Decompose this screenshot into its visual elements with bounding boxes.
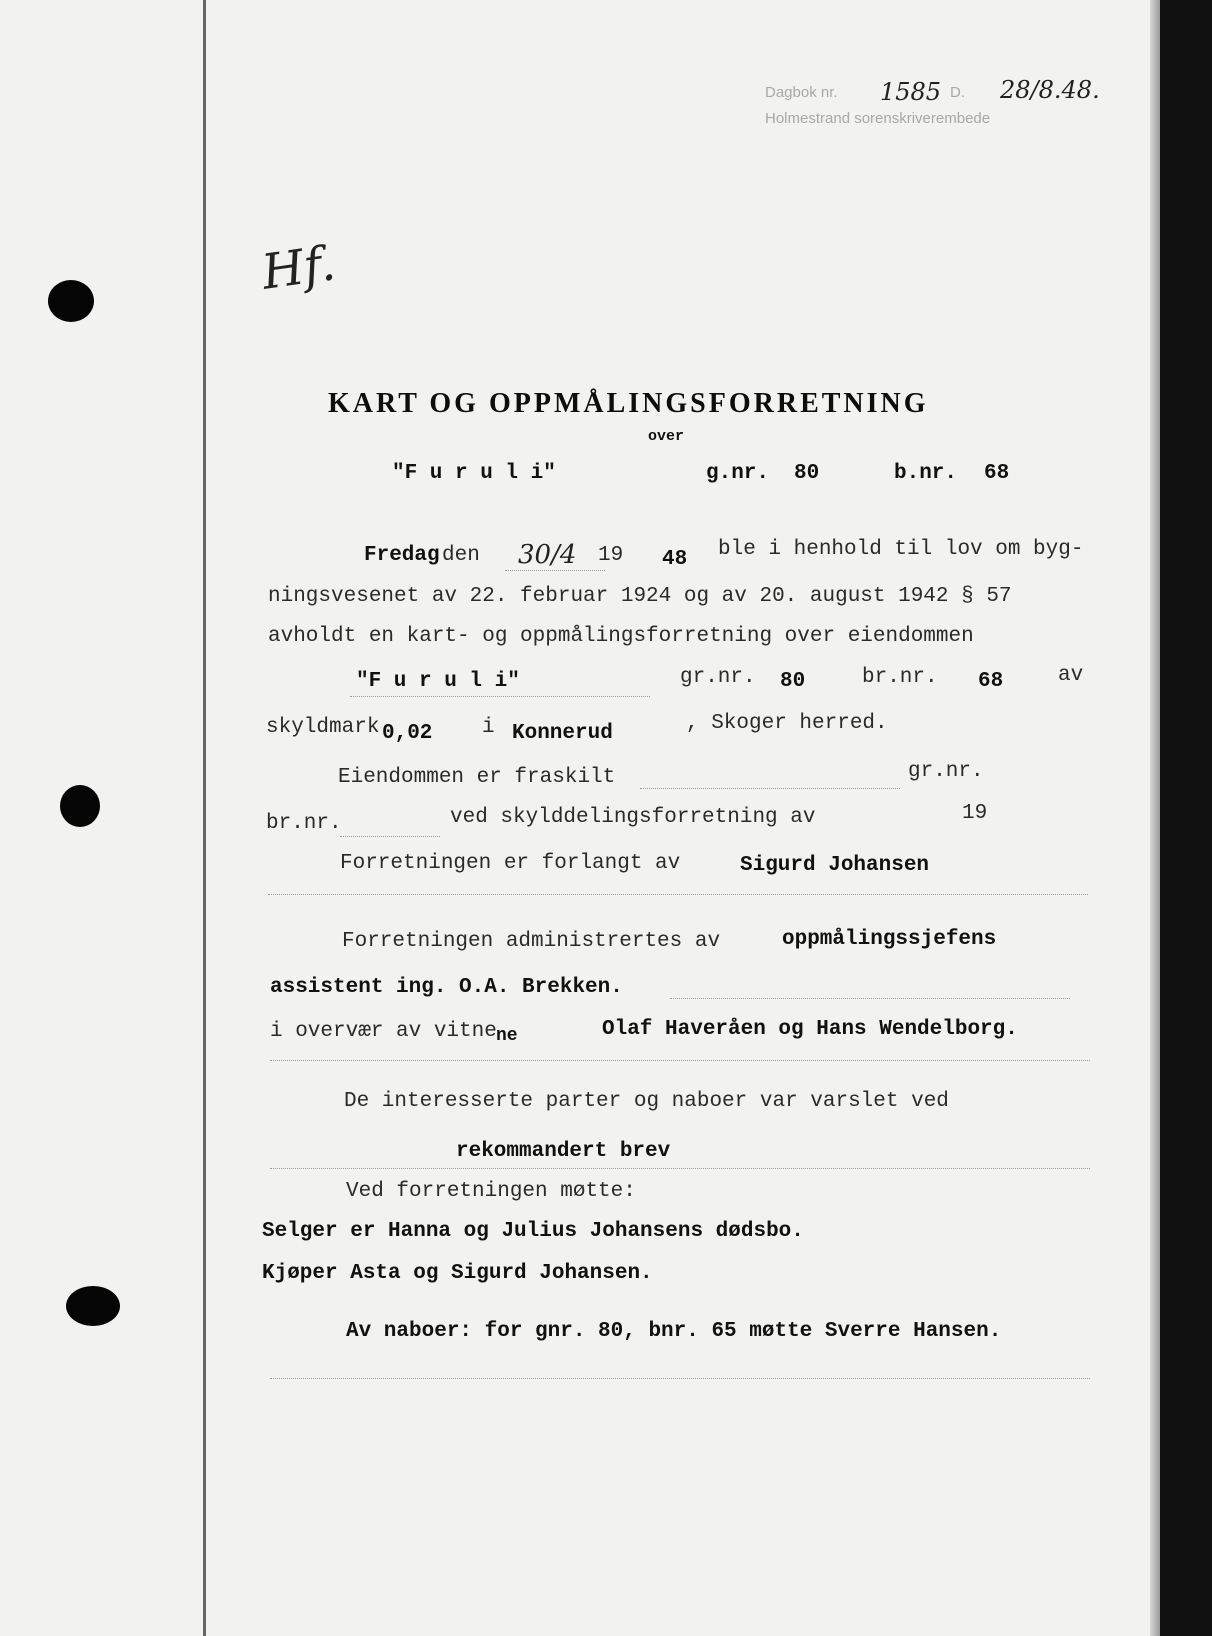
body-grnr-value: 80	[780, 670, 806, 693]
header-bnr-label: b.nr.	[894, 462, 958, 485]
admin-label: Forretningen administrertes av	[342, 930, 721, 953]
body-property-name: "F u r u l i"	[356, 670, 520, 693]
body-grnr-label: gr.nr.	[680, 666, 756, 689]
place-name: Konnerud	[512, 722, 613, 745]
line1-rest: ble i henhold til lov om byg-	[718, 538, 1084, 561]
fraskilt-brnr-label: br.nr.	[266, 812, 342, 835]
header-gnr-label: g.nr.	[706, 462, 770, 485]
forlangt-label: Forretningen er forlangt av	[340, 852, 681, 875]
kjoper-line: Kjøper Asta og Sigurd Johansen.	[262, 1262, 653, 1285]
handwritten-initials: Hf.	[258, 235, 339, 301]
journal-number: 1585	[880, 78, 942, 106]
naboer-line: Av naboer: for gnr. 80, bnr. 65 møtte Sverre Hansen.	[346, 1320, 1002, 1343]
herred: , Skoger herred.	[686, 712, 888, 735]
varslet-value: rekommandert brev	[456, 1140, 671, 1163]
fraskilt-label: Eiendommen er fraskilt	[338, 766, 616, 789]
fraskilt-grnr-label: gr.nr.	[908, 760, 984, 783]
vitner-label: i overvær av vitne	[270, 1020, 497, 1043]
forlangt-value: Sigurd Johansen	[740, 854, 930, 877]
den-word: den	[442, 544, 480, 567]
punch-hole-middle	[60, 785, 100, 827]
stamp-date: 28/8.48.	[1000, 76, 1100, 104]
skylddeling-label: ved skylddelingsforretning av	[450, 806, 816, 829]
body-brnr-value: 68	[978, 670, 1004, 693]
punch-hole-top	[48, 280, 94, 322]
header-gnr-value: 80	[794, 462, 820, 485]
header-property-name: "F u r u l i"	[392, 462, 556, 485]
motte-label: Ved forretningen møtte:	[346, 1180, 636, 1203]
year: 48	[662, 548, 688, 571]
journal-label: Dagbok nr.	[765, 84, 838, 101]
page-edge-shadow	[1150, 0, 1160, 1636]
i-word: i	[482, 716, 495, 739]
header-bnr-value: 68	[984, 462, 1010, 485]
line2: ningsvesenet av 22. februar 1924 og av 20. august 1942 § 57	[268, 585, 1012, 608]
skyldmark-value: 0,02	[382, 722, 433, 745]
century: 19	[598, 544, 624, 567]
skylddeling-year: 19	[962, 802, 988, 825]
av-word: av	[1058, 664, 1084, 687]
margin-line	[203, 0, 206, 1636]
vitner-value: Olaf Haveråen og Hans Wendelborg.	[602, 1018, 1018, 1041]
body-brnr-label: br.nr.	[862, 666, 938, 689]
vitner-suffix: ne	[496, 1026, 518, 1046]
selger-line: Selger er Hanna og Julius Johansens dødsbo.	[262, 1220, 804, 1243]
date-label: D.	[950, 84, 965, 101]
document-subtitle: over	[648, 428, 685, 445]
weekday: Fredag	[364, 544, 440, 567]
office-name: Holmestrand sorenskriverembede	[765, 110, 991, 127]
admin-value-2: assistent ing. O.A. Brekken.	[270, 976, 623, 999]
document-title: KART OG OPPMÅLINGSFORRETNING	[328, 388, 929, 419]
varslet-label: De interesserte parter og naboer var varslet ved	[344, 1090, 949, 1113]
line3: avholdt en kart- og oppmålingsforretning over eiendommen	[268, 625, 974, 648]
admin-value-1: oppmålingssjefens	[782, 928, 997, 951]
punch-hole-bottom	[66, 1286, 120, 1326]
date-value: 30/4	[518, 540, 577, 570]
skyldmark-label: skyldmark	[266, 716, 380, 739]
